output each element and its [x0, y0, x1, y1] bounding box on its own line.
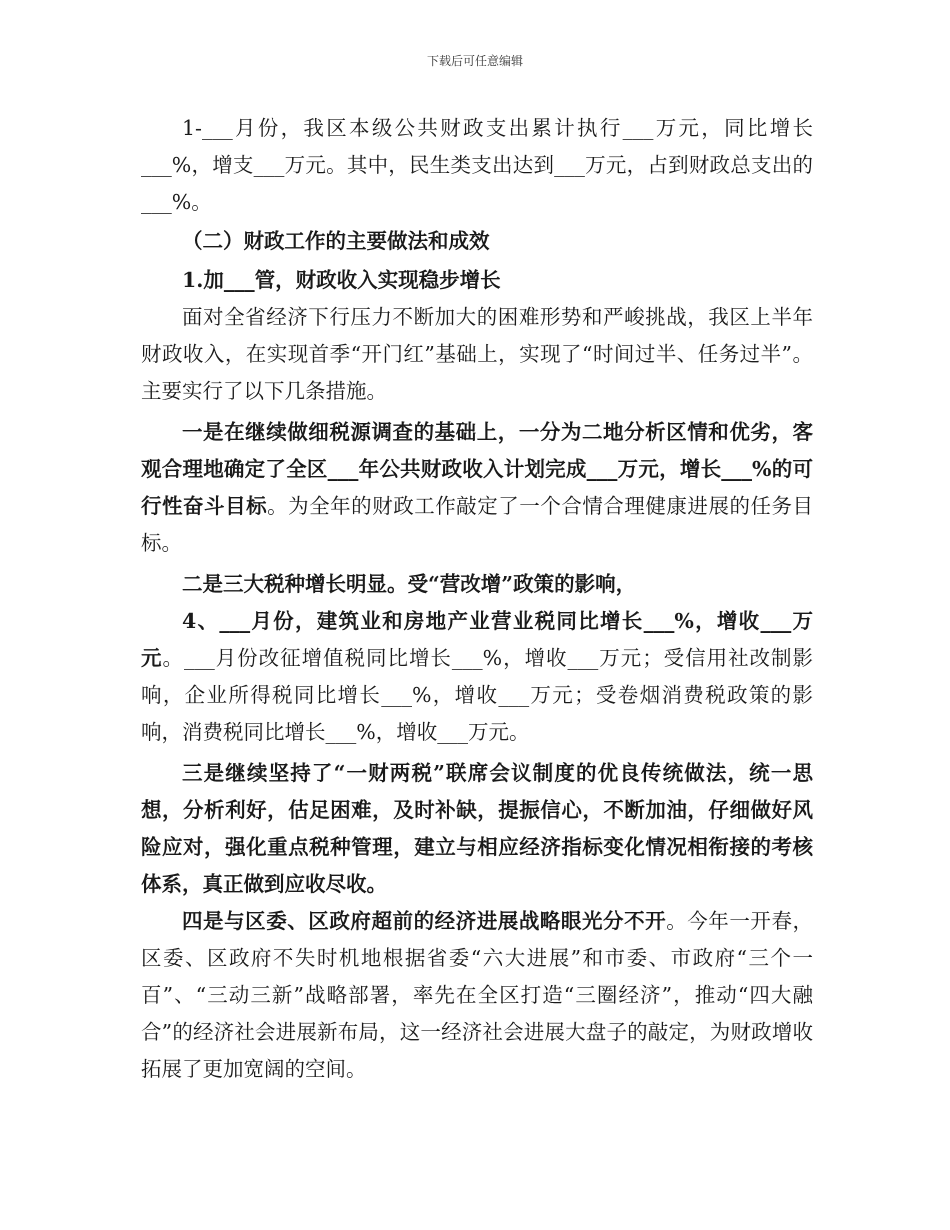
paragraph-expenditure: 1-___月份，我区本级公共财政支出累计执行___万元，同比增长___%，增支___万元。其中，民生类支出达到___万元，占到财政总支出的___%。	[141, 116, 813, 214]
measure-four-lead: 四是与区委、区政府超前的经济进展战略眼光分不开	[182, 909, 667, 933]
paragraph-measure-one	[141, 414, 813, 562]
paragraph-measure-two: 二是三大税种增长明显。受“营改增”政策的影响，	[182, 572, 637, 596]
measure-one-lead: 一是在继续做细税源调查的基础上，一分为二地分析区情和优劣，客观合理地确定了全区___年公共财政收入计划完成___万元，增长___%的可行性奋斗目标	[141, 420, 813, 518]
tax-growth-lead: 4、___月份，建筑业和房地产业营业税同比增长___%，增收___万元	[141, 609, 813, 670]
measure-one-rest: 。为全年的财政工作敲定了一个合情合理健康进展的任务目标。	[141, 494, 814, 555]
measure-four-rest: 。今年一开春，区委、区政府不失时机地根据省委“六大进展”和市委、市政府“三个一百”、“三动三新”战略部署，率先在全区打造“三圈经济”，推动“四大融合”的经济社会进展新布局，这一经济社会进展大盘子的敲定，为财政增收拓展了更加宽阔的空间。	[141, 909, 814, 1081]
paragraph-measure-four	[141, 903, 813, 1088]
paragraph-measure-three: 三是继续坚持了“一财两税”联席会议制度的优良传统做法，统一思想，分析利好，估足困难，及时补缺，提振信心，不断加油，仔细做好风险应对，强化重点税种管理，建立与相应经济指标变化情况相衔接的考核体系，真正做到应收尽收。	[141, 761, 813, 896]
section-title: （二）财政工作的主要做法和成效	[182, 229, 490, 253]
paragraph-tax-growth	[141, 603, 813, 751]
document-body	[141, 110, 813, 1088]
subsection-title: 1.加___管，财政收入实现稳步增长	[182, 268, 501, 292]
tax-growth-rest: 。___月份改征增值税同比增长___%，增收___万元；受信用社改制影响，企业所得税同比增长___%，增收___万元；受卷烟消费税政策的影响，消费税同比增长___%，增收___万元。	[141, 646, 814, 744]
paragraph-revenue-context: 面对全省经济下行压力不断加大的困难形势和严峻挑战，我区上半年财政收入，在实现首季“开门红”基础上，实现了“时间过半、任务过半”。主要实行了以下几条措施。	[141, 305, 813, 403]
page-header-note: 下载后可任意编辑	[426, 54, 523, 68]
